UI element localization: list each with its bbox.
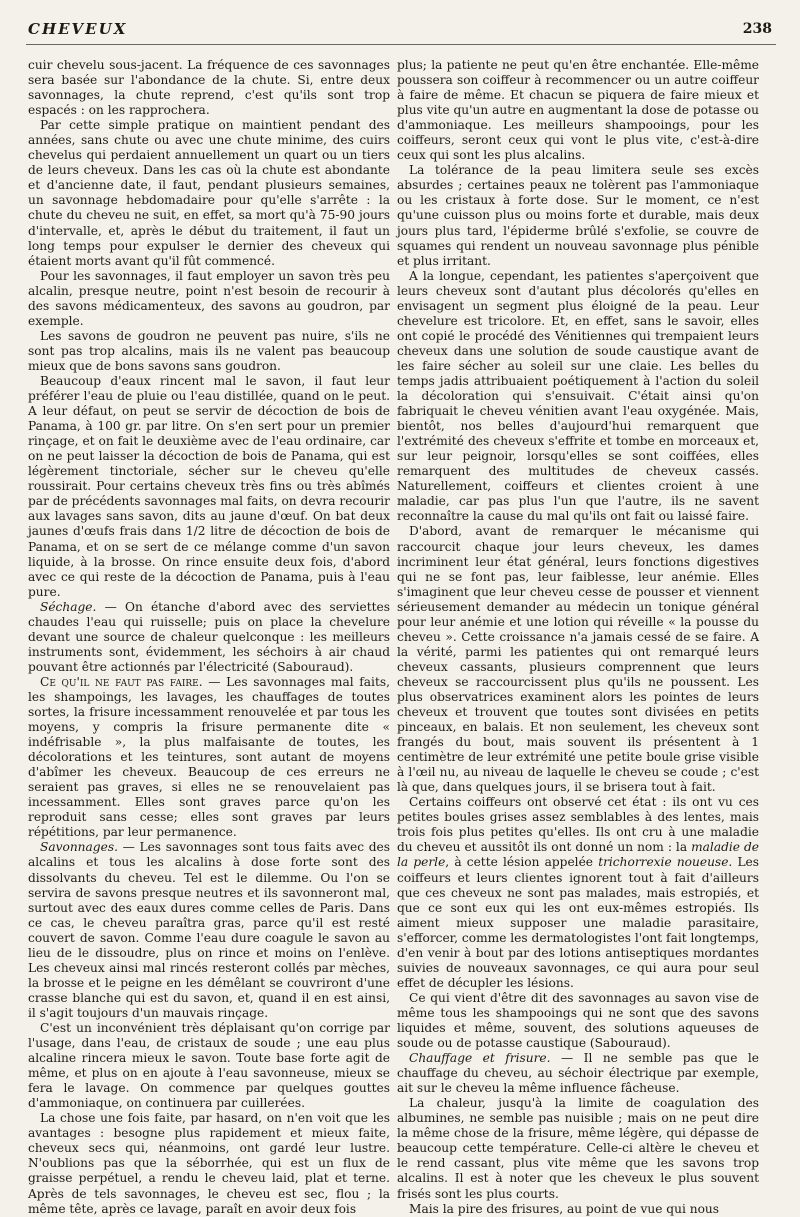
paragraph-text: Certains coiffeurs ont observé cet état : ils ont vu ces petites boules grises assez semblables à des lentes, mais trois fois plus petites qu'elles. Ils ont cru à une maladie du cheveu et aussitôt ils ont donné un nom : la bbox=[397, 795, 759, 855]
paragraph bbox=[28, 600, 390, 675]
section-label: Ce qu'il ne faut pas faire. bbox=[40, 674, 203, 689]
paragraph: D'abord, avant de remarquer le mécanisme qui raccourcit chaque jour leurs cheveux, les dames incriminent leur état général, leurs fonctions digestives qui ne se font pas, leur faiblesse, leur anémie. Elles s'imaginent que leur cheveu cesse de pousser et viennent sérieusement demander au médecin un tonique général pour leur anémie et une lotion qui réveille « la pousse du cheveu ». Cette croissance n'a jamais cessé de se faire. A la vérité, parmi les patientes qui ont remarqué leurs cheveux cassants, plusieurs comprennent que leurs cheveux se raccourcissent plus qu'ils ne poussent. Les plus observatrices examinent alors les pointes de leurs cheveux et trouvent que toutes sont divisées en petits pinceaux, en balais. Et non seulement, les cheveux sont frangés du bout, mais souvent ils présentent à 1 centimètre de leur extrémité une petite boule grise visible à l'œil nu, au niveau de laquelle le cheveu se coude ; c'est là que, dans quelques jours, il se brisera tout à fait. bbox=[397, 524, 759, 795]
paragraph: cuir chevelu sous-jacent. La fréquence de ces savonnages sera basée sur l'abondance de la chute. Si, entre deux savonnages, la chute reprend, c'est qu'ils sont trop espacés : on les rapprochera. bbox=[28, 58, 390, 118]
right-column bbox=[397, 58, 760, 1216]
paragraph: La tolérance de la peau limitera seule ses excès absurdes ; certaines peaux ne tolèrent pas l'ammoniaque ou les cristaux à forte dose. Sur le moment, ce n'est qu'une cuisson plus ou moins forte et durable, mais deux jours plus tard, l'épiderme brûlé s'exfolie, se couvre de squames qui rendent un nouveau savonnage plus pénible et plus irritant. bbox=[397, 163, 759, 268]
paragraph bbox=[397, 1051, 759, 1096]
header-rule bbox=[26, 44, 776, 45]
paragraph: Pour les savonnages, il faut employer un savon très peu alcalin, presque neutre, point n'est besoin de recourir à des savons médicamenteux, des savons au goudron, par exemple. bbox=[28, 268, 390, 328]
paragraph-text: . Les coiffeurs et leurs clientes ignorent tout à fait d'ailleurs que ces cheveux ne sont pas malades, mais estropiés, et que ce sont eux qui les ont eux-mêmes estropiés. Ils aiment mieux supposer une maladie parasitaire, s'efforcer, comme les dermatologistes l'ont fait longtemps, d'en venir à bout par des lotions antiseptiques mordantes suivies de nouveaux savonnages, ce qui aura pour seul effet de décupler les lésions. bbox=[397, 855, 760, 990]
paragraph bbox=[28, 675, 390, 841]
paragraph-text: — Les savonnages mal faits, les shampoings, les lavages, les chauffages de toutes sortes, la frisure incessamment renouvelée et par tous les moyens, y compris la frisure permanente dite « indéfrisable », la plus malfaisante de toutes, les décolorations et les teintures, sont autant de moyens d'abîmer les cheveux. Beaucoup de ces erreurs ne seraient pas graves, si elles ne se renouvelaient pas incessamment. Elles sont graves parce qu'on les reproduit sans cesse; elles sont graves par leurs répétitions, par leur permanence. bbox=[28, 674, 390, 840]
paragraph: C'est un inconvénient très déplaisant qu'on corrige par l'usage, dans l'eau, de cristaux de soude ; une eau plus alcaline rincera mieux le savon. Toute base forte agit de même, et plus on en ajoute à l'eau savonneuse, mieux se fera le lavage. On commence par quelques gouttes d'ammoniaque, on continuera par cuillerées. bbox=[28, 1021, 390, 1111]
paragraph: Les savons de goudron ne peuvent pas nuire, s'ils ne sont pas trop alcalins, mais ils ne valent pas beaucoup mieux que de bons savons sans goudron. bbox=[28, 328, 390, 373]
paragraph-text: — Il ne semble pas que le chauffage du cheveu, au séchoir électrique par exemple, ait sur le cheveu la même influence fâcheuse. bbox=[397, 1051, 759, 1096]
paragraph-text: , à cette lésion appelée bbox=[445, 855, 599, 870]
disease-name: trichorrexie noueuse bbox=[598, 855, 729, 870]
paragraph: A la longue, cependant, les patientes s'aperçoivent que leurs cheveux sont d'autant plus décolorés qu'elles en envisagent un segment plus éloigné de la peau. Leur chevelure est tricolore. Et, en effet, sans le savoir, elles ont copié le procédé des Vénitiennes qui trempaient leurs cheveux dans une solution de soude caustique avant de les faire sécher au soleil sur une claie. Les belles du temps jadis attribuaient poétiquement à l'action du soleil la décoloration qui s'ensuivait. C'était ainsi qu'on fabriquait le cheveu vénitien avant l'eau oxygénée. Mais, bientôt, nos belles d'aujourd'hui remarquent que l'extrémité des cheveux s'effrite et tombe en morceaux et, sur leur peignoir, lorsqu'elles se sont coiffées, elles remarquent des multitudes de cheveux cassés. Naturellement, coiffeurs et clientes croient à une maladie, car pas plus l'un que l'autre, ils ne savent reconnaître la cause du mal qu'ils ont fait ou laissé faire. bbox=[397, 268, 759, 524]
disease-name: maladie de la perle bbox=[397, 840, 760, 870]
paragraph bbox=[397, 795, 759, 991]
paragraph: La chose une fois faite, par hasard, on n'en voit que les avantages : besogne plus rapidement et mieux faite, cheveux secs qui, néanmoins, ont gardé leur lustre. N'oublions pas que la séborrhée, qui est un flux de graisse perpétuel, a rendu le cheveu laid, plat et terne. Après de tels savonnages, le cheveu est sec, flou ; la même tête, après ce lavage, paraît en avoir deux fois bbox=[28, 1111, 390, 1216]
section-label: Chauffage et frisure. bbox=[409, 1051, 551, 1066]
paragraph: La chaleur, jusqu'à la limite de coagulation des albumines, ne semble pas nuisible ; mais on ne peut dire la même chose de la frisure, même légère, qui dépasse de beaucoup cette température. Celle-ci altère le cheveu et le rend cassant, plus vite même que les savons trop alcalins. Il est à noter que les cheveux le plus souvent frisés sont les plus courts. bbox=[397, 1096, 759, 1201]
paragraph bbox=[28, 840, 390, 1021]
running-head-title: CHEVEUX bbox=[28, 20, 128, 38]
paragraph: Mais la pire des frisures, au point de vue qui nous bbox=[409, 1201, 720, 1216]
section-label: Séchage. bbox=[40, 599, 97, 614]
page-number: 238 bbox=[742, 21, 772, 37]
left-column bbox=[28, 58, 390, 1216]
paragraph-text: — On étanche d'abord avec des serviettes chaudes l'eau qui ruisselle; puis on place la chevelure devant une source de chaleur quelconque : les meilleurs instruments sont, évidemment, les séchoirs à air chaud pouvant être actionnés par l'électricité (Sabouraud). bbox=[28, 599, 390, 674]
paragraph: Par cette simple pratique on maintient pendant des années, sans chute ou avec une chute minime, des cuirs chevelus qui perdaient annuellement un quart ou un tiers de leurs cheveux. Dans les cas où la chute est abondante et d'ancienne date, il faut, pendant plusieurs semaines, un savonnage hebdomadaire pour qu'elle s'arrête : la chute du cheveu ne suit, en effet, sa mort qu'à 75-90 jours d'intervalle, et, après le début du traitement, il faut un long temps pour expulser le dernier des cheveux qui étaient morts avant qu'il fût commencé. bbox=[28, 118, 390, 268]
section-label: Savonnages. bbox=[40, 840, 118, 855]
paragraph: Ce qui vient d'être dit des savonnages au savon vise de même tous les shampooings qui ne sont que des savons liquides et même, souvent, des solutions aqueuses de soude ou de potasse caustique (Sabouraud). bbox=[397, 990, 759, 1051]
paragraph: plus; la patiente ne peut qu'en être enchantée. Elle-même poussera son coiffeur à recommencer ou un autre coiffeur à faire de même. Et chacun se piquera de faire mieux et plus vite qu'un autre en augmentant la dose de potasse ou d'ammoniaque. Les meilleurs shampooings, pour les coiffeurs, seront ceux qui vont le plus vite, c'est-à-dire ceux qui sont les plus alcalins. bbox=[397, 58, 759, 163]
paragraph: Beaucoup d'eaux rincent mal le savon, il faut leur préférer l'eau de pluie ou l'eau distillée, quand on le peut. A leur défaut, on peut se servir de décoction de bois de Panama, à 100 gr. par litre. On s'en sert pour un premier rinçage, et on fait le deuxième avec de l'eau ordinaire, car on ne peut laisser la décoction de bois de Panama, qui est légèrement tinctoriale, sécher sur le cheveu qu'elle roussirait. Pour certains cheveux très fins ou très abîmés par de précédents savonnages mal faits, on devra recourir aux lavages sans savon, dits au jaune d'œuf. On bat deux jaunes d'œufs frais dans 1/2 litre de décoction de bois de Panama, et on se sert de ce mélange comme d'un savon liquide, à la brosse. On rince ensuite deux fois, d'abord avec ce qui reste de la décoction de Panama, puis à l'eau pure. bbox=[28, 373, 390, 599]
paragraph-text: — Les savonnages sont tous faits avec des alcalins et tous les alcalins à dose forte sont des dissolvants du cheveu. Tel est le dilemme. Ou l'on se servira de savons presque neutres et ils savonneront mal, surtout avec des eaux dures comme celles de Paris. Dans ce cas, le cheveu paraîtra gras, parce qu'il est resté couvert de savon. Comme l'eau dure coagule le savon au lieu de le dissoudre, plus on rince et moins on l'enlève. Les cheveux ainsi mal rincés resteront collés par mèches, la brosse et le peigne en les démêlant se couvriront d'une crasse blanche qui est du savon, et, quand il en est ainsi, il s'agit toujours d'un mauvais rinçage. bbox=[28, 840, 390, 1020]
